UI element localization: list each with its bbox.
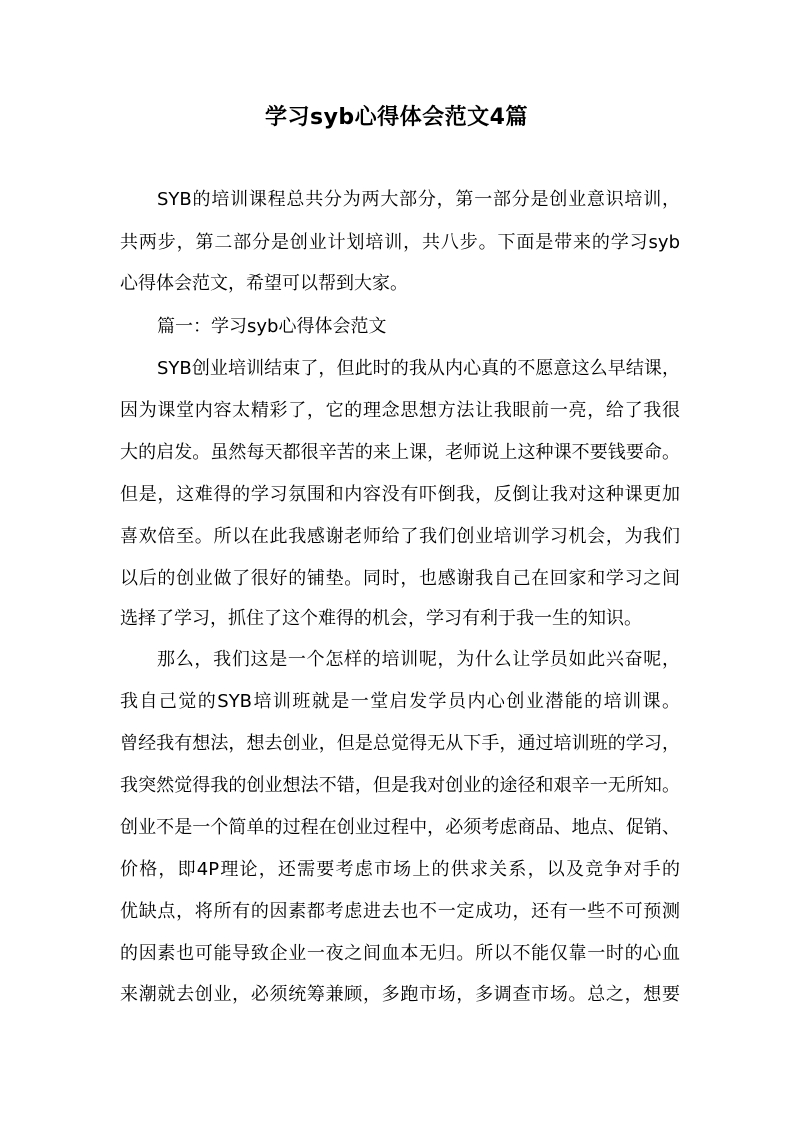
paragraph-line: 但是，这难得的学习氛围和内容没有吓倒我，反倒让我对这种课更加	[120, 484, 680, 505]
paragraph-line: 来潮就去创业，必须统筹兼顾，多跑市场，多调查市场。总之，想要	[120, 984, 680, 1005]
paragraph-line: 大的启发。虽然每天都很辛苦的来上课，老师说上这种课不要钱要命。	[120, 442, 680, 463]
paragraph-line: 优缺点，将所有的因素都考虑进去也不一定成功，还有一些不可预测	[120, 901, 680, 922]
paragraph-line: 价格，即4P理论，还需要考虑市场上的供求关系，以及竞争对手的	[120, 859, 680, 880]
paragraph-line: 创业不是一个简单的过程在创业过程中，必须考虑商品、地点、促销、	[120, 817, 680, 838]
paragraph-line: 我自己觉的SYB培训班就是一堂启发学员内心创业潜能的培训课。	[120, 691, 680, 712]
paragraph-line: SYB的培训课程总共分为两大部分，第一部分是创业意识培训，	[157, 189, 680, 210]
paragraph-line: 喜欢倍至。所以在此我感谢老师给了我们创业培训学习机会，为我们	[120, 526, 680, 547]
paragraph-line: 我突然觉得我的创业想法不错，但是我对创业的途径和艰辛一无所知。	[120, 775, 680, 796]
paragraph-line: 那么，我们这是一个怎样的培训呢，为什么让学员如此兴奋呢，	[157, 649, 680, 670]
paragraph-line: 曾经我有想法，想去创业，但是总觉得无从下手，通过培训班的学习，	[120, 733, 680, 754]
paragraph-line: 共两步，第二部分是创业计划培训，共八步。下面是带来的学习syb	[120, 232, 680, 253]
document-title: 学习syb心得体会范文4篇	[265, 105, 528, 130]
paragraph-line: 选择了学习，抓住了这个难得的机会，学习有利于我一生的知识。	[120, 608, 642, 629]
paragraph-line: SYB创业培训结束了，但此时的我从内心真的不愿意这么早结课，	[157, 358, 680, 379]
paragraph-line: 心得体会范文，希望可以帮到大家。	[120, 273, 408, 294]
section-heading: 篇一：学习syb心得体会范文	[157, 316, 387, 337]
paragraph-line: 的因素也可能导致企业一夜之间血本无归。所以不能仅靠一时的心血	[120, 943, 680, 964]
paragraph-line: 以后的创业做了很好的铺垫。同时，也感谢我自己在回家和学习之间	[120, 568, 680, 589]
paragraph-line: 因为课堂内容太精彩了，它的理念思想方法让我眼前一亮，给了我很	[120, 400, 680, 421]
